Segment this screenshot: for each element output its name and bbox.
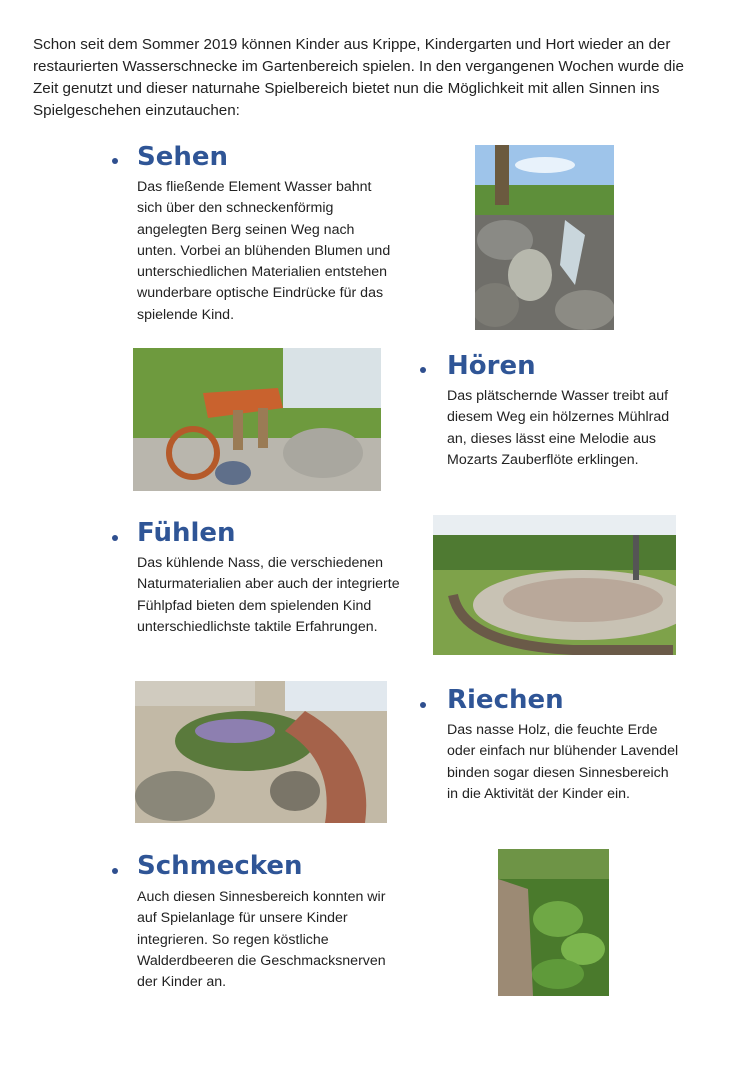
bullet-hoeren [420,367,426,373]
photo-water-stones [475,145,614,330]
bullet-sehen [112,158,118,164]
heading-riechen: Riechen [447,685,564,715]
heading-hoeren: Hören [447,351,536,381]
text-riechen: Das nasse Holz, die feuchte Erde oder einfach nur blühender Lavendel binden sogar diesen Sinnesbereich in die Aktivität der Kinder ein. [447,722,679,802]
photo-strawberry-plants [498,849,609,996]
photo-wooden-figure [133,348,381,491]
text-fuehlen: Das kühlende Nass, die verschiedenen Naturmaterialien aber auch der integrierte Fühlpfad bieten dem spielenden Kind unterschiedlichste taktile Erfahrungen. [137,555,400,635]
text-schmecken: Auch diesen Sinnesbereich konnten wir auf Spielanlage für unsere Kinder integrieren. So regen köstliche Walderdbeeren die Geschmacksnerven der Kinder an. [137,889,386,991]
bullet-fuehlen [112,535,118,541]
photo-lavender-path [135,681,387,823]
photo-snake-garden [433,515,676,655]
heading-sehen: Sehen [137,142,229,172]
bullet-schmecken [112,868,118,874]
heading-fuehlen: Fühlen [137,518,236,548]
text-sehen: Das fließende Element Wasser bahnt sich über den schneckenförmig angelegten Berg seinen Weg nach unten. Vorbei an blühenden Blumen und unterschiedlichen Materialien entstehen wunderbare optische Eindrücke für das spielende Kind. [137,179,391,323]
bullet-riechen [420,702,426,708]
text-hoeren: Das plätschernde Wasser treibt auf diesem Weg ein hölzernes Mühlrad an, dieses lässt eine Melodie aus Mozarts Zauberflöte erklingen. [447,388,670,468]
heading-schmecken: Schmecken [137,851,303,881]
intro-paragraph: Schon seit dem Sommer 2019 können Kinder aus Krippe, Kindergarten und Hort wieder an der restaurierten Wasserschnecke im Gartenbereich spielen. In den vergangenen Wochen wurde die Zeit genutzt und dieser naturnahe Spielbereich bietet nun die Möglichkeit mit allen Sinnen ins Spielgeschehen einzutauchen: [33,36,684,119]
